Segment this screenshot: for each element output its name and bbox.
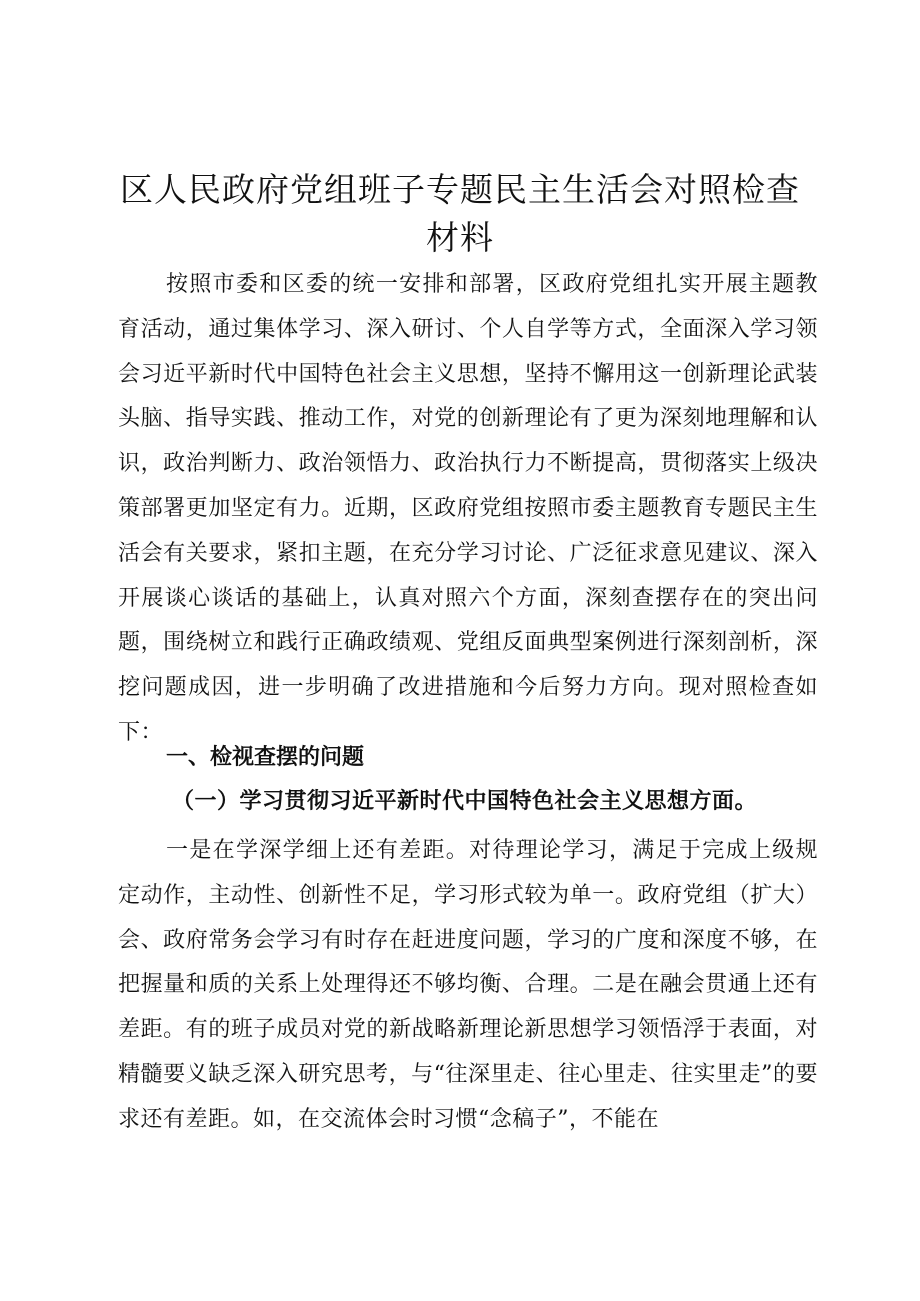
section-heading-level1: 一、检视查摆的问题	[166, 745, 365, 770]
body-paragraph: 一是在学深学细上还有差距。对待理论学习，满足于完成上级规定动作，主动性、创新性不足，学习形式较为单一。政府党组（扩大）会、政府常务会学习有时存在赶进度问题，学习的广度和深度不够，在把握量和质的关系上处理得还不够均衡、合理。二是在融会贯通上还有差距。有的班子成员对党的新战略新理论新思想学习领悟浮于表面，对精髓要义缺乏深入研究思考，与“往深里走、往心里走、往实里走”的要求还有差距。如，在交流体会时习惯“念稿子”，不能在	[118, 838, 818, 1132]
document-title-line2: 材料	[426, 218, 494, 257]
intro-paragraph: 按照市委和区委的统一安排和部署，区政府党组扎实开展主题教育活动，通过集体学习、深入研讨、个人自学等方式，全面深入学习领会习近平新时代中国特色社会主义思想，坚持不懈用这一创新理论武装头脑、指导实践、推动工作，对党的创新理论有了更为深刻地理解和认识，政治判断力、政治领悟力、政治执行力不断提高，贯彻落实上级决策部署更加坚定有力。近期，区政府党组按照市委主题教育专题民主生活会有关要求，紧扣主题，在充分学习讨论、广泛征求意见建议、深入开展谈心谈话的基础上，认真对照六个方面，深刻查摆存在的突出问题，围绕树立和践行正确政绩观、党组反面典型案例进行深刻剖析，深挖问题成因，进一步明确了改进措施和今后努力方向。现对照检查如下：	[118, 272, 818, 745]
document-title-line1: 区人民政府党组班子专题民主生活会对照检查	[120, 170, 800, 209]
section-heading-level2: （一）学习贯彻习近平新时代中国特色社会主义思想方面。	[172, 788, 758, 814]
